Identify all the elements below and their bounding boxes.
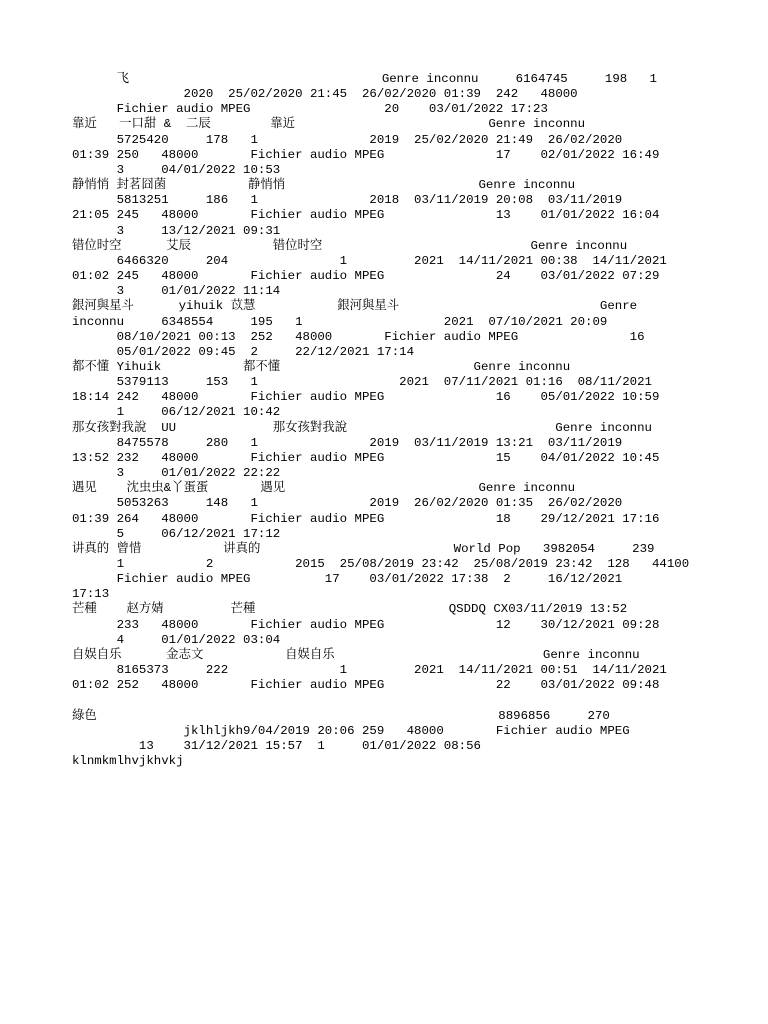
text-line: 8475578 280 1 2019 03/11/2019 13:21 03/11/2019	[72, 435, 623, 450]
text-line: 01:02 252 48000 Fichier audio MPEG 22 03/01/2022 09:48	[72, 678, 660, 693]
text-line: 讲真的 曾惜 讲真的 World Pop 3982054 239	[72, 541, 655, 556]
text-line: 5725420 178 1 2019 25/02/2020 21:49 26/02/2020	[72, 132, 623, 147]
text-line: 5053263 148 1 2019 26/02/2020 01:35 26/02/2020	[72, 496, 623, 511]
audio-file-listing-text	[72, 72, 689, 769]
text-line: 遇见 沈虫虫&丫蛋蛋 遇见 Genre inconnu	[72, 481, 576, 496]
text-line: 芒種 赵方婧 芒種 QSDDQ CX03/11/2019 13:52	[72, 602, 628, 617]
text-line: 05/01/2022 09:45 2 22/12/2021 17:14	[72, 344, 415, 359]
text-line: 3 01/01/2022 11:14	[72, 284, 281, 299]
text-line: 3 04/01/2022 10:53	[72, 162, 281, 177]
text-line: 5813251 186 1 2018 03/11/2019 20:08 03/11/2019	[72, 193, 623, 208]
text-line: 4 01/01/2022 03:04	[72, 632, 281, 647]
text-line: 8165373 222 1 2021 14/11/2021 00:51 14/11/2021	[72, 663, 667, 678]
text-line: 6466320 204 1 2021 14/11/2021 00:38 14/11/2021	[72, 253, 667, 268]
text-line: klnmkmlhvjkhvkj	[72, 754, 184, 769]
text-line: 静悄悄 封茗囧菌 静悄悄 Genre inconnu	[72, 178, 576, 193]
text-line: 08/10/2021 00:13 252 48000 Fichier audio MPEG 16	[72, 329, 645, 344]
text-line: 18:14 242 48000 Fichier audio MPEG 16 05/01/2022 10:59	[72, 390, 660, 405]
text-line: 01:39 264 48000 Fichier audio MPEG 18 29/12/2021 17:16	[72, 511, 660, 526]
text-line: 1 2 2015 25/08/2019 23:42 25/08/2019 23:42 128 44100	[72, 557, 690, 571]
text-line: 綠色 8896856 270	[72, 708, 610, 723]
text-line: 靠近 一口甜 & 二辰 靠近 Genre inconnu	[72, 117, 586, 132]
text-line: jklhljkh9/04/2019 20:06 259 48000 Fichier audio MPEG	[72, 723, 630, 738]
text-line: 都不懂 Yihuik 都不懂 Genre inconnu	[72, 359, 571, 374]
text-line: 21:05 245 48000 Fichier audio MPEG 13 01/01/2022 16:04	[72, 208, 660, 223]
text-line: 3 01/01/2022 22:22	[72, 466, 281, 481]
text-line: 5 06/12/2021 17:12	[72, 526, 281, 541]
text-line: 13:52 232 48000 Fichier audio MPEG 15 04/01/2022 10:45	[72, 450, 660, 465]
text-line: 3 13/12/2021 09:31	[72, 223, 281, 238]
text-line: 01:39 250 48000 Fichier audio MPEG 17 02/01/2022 16:49	[72, 147, 660, 162]
text-line: 5379113 153 1 2021 07/11/2021 01:16 08/11/2021	[72, 375, 652, 390]
text-line: 错位时空 艾辰 错位时空 Genre inconnu	[72, 238, 628, 253]
text-line: 那女孩對我說 UU 那女孩對我說 Genre inconnu	[72, 420, 652, 435]
text-line: 13 31/12/2021 15:57 1 01/01/2022 08:56	[72, 738, 481, 753]
text-line: Fichier audio MPEG 17 03/01/2022 17:38 2 16/12/2021	[72, 572, 623, 587]
text-line: 1 06/12/2021 10:42	[72, 405, 281, 420]
text-line: 01:02 245 48000 Fichier audio MPEG 24 03/01/2022 07:29	[72, 269, 660, 284]
text-line: 233 48000 Fichier audio MPEG 12 30/12/2021 09:28	[72, 617, 660, 632]
text-line: 銀河與星斗 yihuik 苡慧 銀河與星斗 Genre	[72, 299, 638, 314]
text-line: 自娱自乐 金志文 自娱自乐 Genre inconnu	[72, 647, 640, 662]
text-line: 2020 25/02/2020 21:45 26/02/2020 01:39 242 48000	[72, 87, 578, 102]
text-line: inconnu 6348554 195 1 2021 07/10/2021 20:09	[72, 314, 608, 329]
text-line: Fichier audio MPEG 20 03/01/2022 17:23	[72, 102, 548, 117]
text-line: 飞 Genre inconnu 6164745 198 1	[72, 72, 657, 86]
text-line: 17:13	[72, 587, 110, 602]
